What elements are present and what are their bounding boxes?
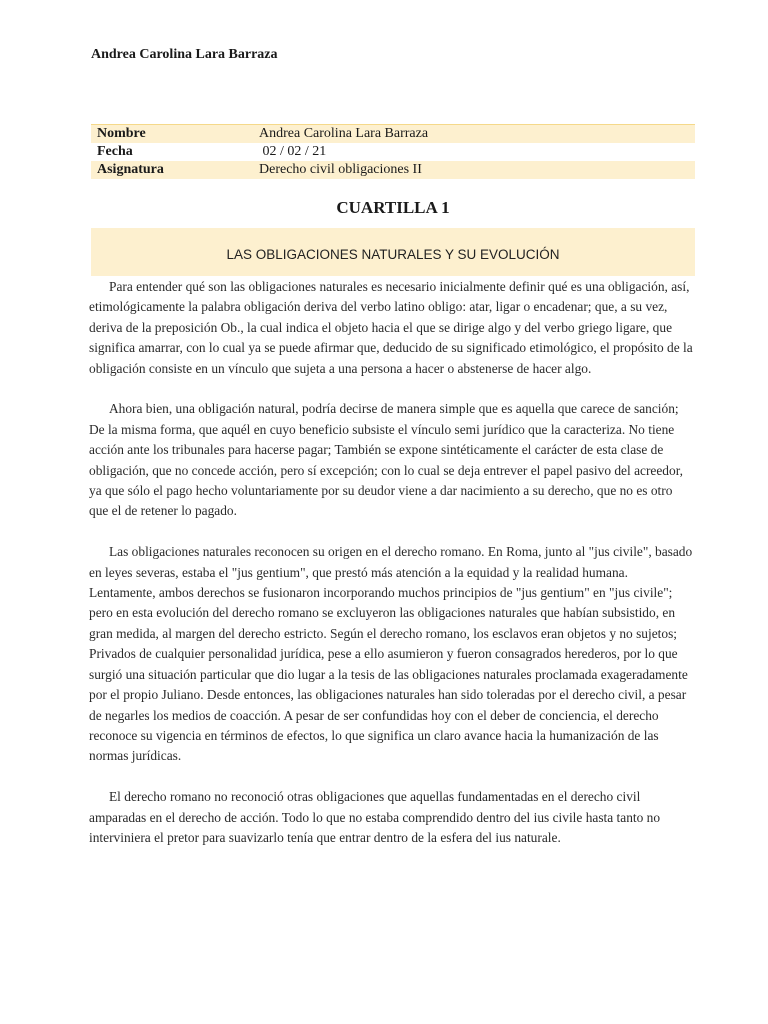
table-row-nombre — [91, 125, 695, 144]
asignatura-label: Asignatura — [91, 161, 253, 179]
paragraph-3: Las obligaciones naturales reconocen su origen en el derecho romano. En Roma, junto al "jus civile", basado en leyes severas, estaba el "jus gentium", que prestó más atención a la equidad y la realidad humana. Lentamente, ambos derechos se fusionaron incorporando muchos principios de "jus gentium" en "jus civile"; pero en esta evolución del derecho romano se excluyeron las obligaciones naturales que habían subsistido, en gran medida, al margen del derecho estricto. Según el derecho romano, los esclavos eran objetos y no sujetos; Privados de cualquier personalidad jurídica, pese a ello asumieron y fueron consagrados herederos, por lo que surgió una situación particular que dio lugar a la tesis de las obligaciones naturales proclamada exageradamente por el propio Juliano. Desde entonces, las obligaciones naturales han sido toleradas por el derecho civil, a pesar de negarles los medios de coacción. A pesar de ser confundidas hoy con el deber de conciencia, el derecho reconoce su vigencia en términos de efectos, lo que significa un claro avance hacia la humanización de las normas jurídicas. — [89, 544, 693, 764]
table-row-fecha — [91, 143, 695, 161]
fecha-label: Fecha — [97, 144, 133, 159]
paragraph-2: Ahora bien, una obligación natural, podría decirse de manera simple que es aquella que carece de sanción; De la misma forma, que aquél en cuyo beneficio subsiste el vínculo semi jurídico que la caracteriza. No tiene acción ante los tribunales para hacerse pagar; También se expone sintéticamente el carácter de esta clase de obligación, que no concede acción, pero sí excepción; con lo cual se deja entrever el papel pasivo del acreedor, ya que sólo el pago hecho voluntariamente por su deudor viene a dar nacimiento a su derecho, que no es otro que el de retener lo pagado. — [89, 401, 683, 519]
nombre-value: Andrea Carolina Lara Barraza — [253, 125, 695, 144]
subtitle-band — [91, 228, 695, 276]
document-title: CUARTILLA 1 — [336, 198, 450, 217]
nombre-label: Nombre — [91, 125, 253, 144]
paragraph-1: Para entender qué son las obligaciones naturales es necesario inicialmente definir qué es una obligación, así, etimológicamente la palabra obligación deriva del verbo latino obligo: atar, ligar o encadenar; que, a su vez, deriva de la preposición Ob., la cual indica el objeto hacia el que se dirige algo y del verbo griego ligare, que significa amarrar, con lo cual ya se puede afirmar que, deducido de su significado etimológico, el propósito de la obligación consiste en un vínculo que sujeta a una persona a hacer o abstenerse de hacer algo. — [89, 279, 693, 376]
document-subtitle: LAS OBLIGACIONES NATURALES Y SU EVOLUCIÓN — [226, 247, 560, 262]
paragraph-4: El derecho romano no reconoció otras obligaciones que aquellas fundamentadas en el derecho civil amparadas en el derecho de acción. Todo lo que no estaba comprendido dentro del ius civile hasta tanto no interviniera el pretor para suavizarlo tenía que entrar dentro de la esfera del ius naturale. — [89, 789, 661, 845]
info-table — [91, 124, 695, 179]
body-text — [89, 277, 693, 869]
table-row-asignatura — [91, 161, 695, 179]
fecha-value: 02 / 02 / 21 — [259, 144, 327, 159]
asignatura-value: Derecho civil obligaciones II — [253, 161, 695, 179]
author-header: Andrea Carolina Lara Barraza — [91, 47, 278, 62]
